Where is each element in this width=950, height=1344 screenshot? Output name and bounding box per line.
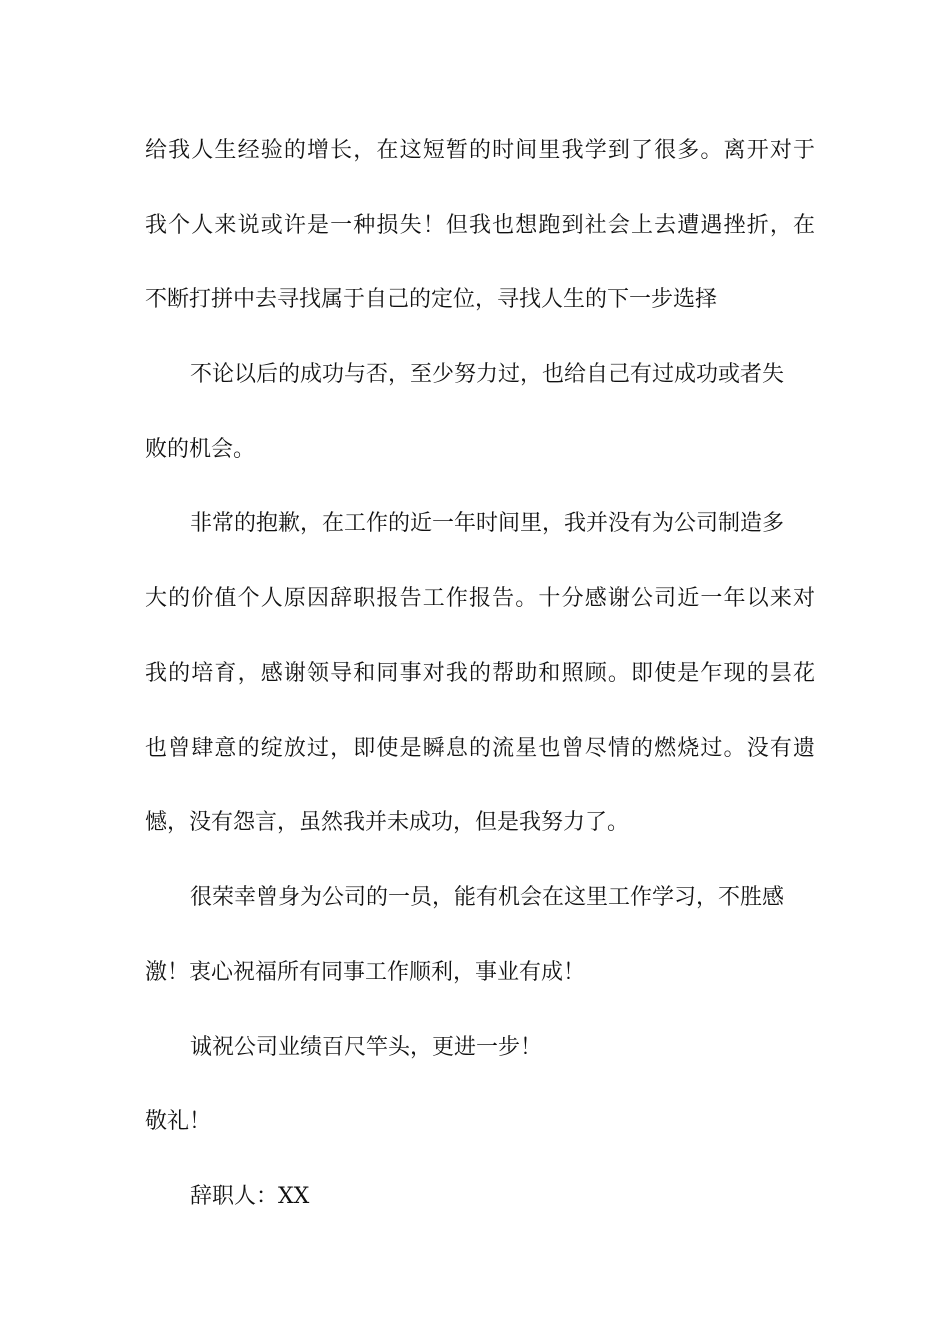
text-line-2: 我个人来说或许是一种损失！但我也想跑到社会上去遭遇挫折，在 <box>145 213 815 238</box>
paragraph-2-line-2: 败的机会。 <box>145 437 256 462</box>
text-line-1: 给我人生经验的增长，在这短暂的时间里我学到了很多。离开对于 <box>145 138 815 163</box>
text-line-3: 不断打拼中去寻找属于自己的定位，寻找人生的下一步选择 <box>145 287 718 312</box>
paragraph-3-line-5: 憾，没有怨言，虽然我并未成功，但是我努力了。 <box>145 810 630 835</box>
paragraph-4-line-2: 激！衷心祝福所有同事工作顺利，事业有成！ <box>145 960 586 985</box>
paragraph-3-line-2: 大的价值个人原因辞职报告工作报告。十分感谢公司近一年以来对 <box>145 586 815 611</box>
salutation: 敬礼！ <box>145 1109 212 1134</box>
paragraph-3-line-3: 我的培育，感谢领导和同事对我的帮助和照顾。即使是乍现的昙花 <box>145 661 815 686</box>
paragraph-4-line-1: 很荣幸曾身为公司的一员，能有机会在这里工作学习，不胜感 <box>190 885 785 910</box>
closing-wish: 诚祝公司业绩百尺竿头，更进一步！ <box>190 1035 543 1060</box>
paragraph-3-line-4: 也曾肆意的绽放过，即使是瞬息的流星也曾尽情的燃烧过。没有遗 <box>145 736 815 761</box>
paragraph-2-line-1: 不论以后的成功与否，至少努力过，也给自己有过成功或者失 <box>190 362 785 387</box>
paragraph-3-line-1: 非常的抱歉，在工作的近一年时间里，我并没有为公司制造多 <box>190 511 785 536</box>
signature-line: 辞职人：XX <box>190 1184 310 1209</box>
